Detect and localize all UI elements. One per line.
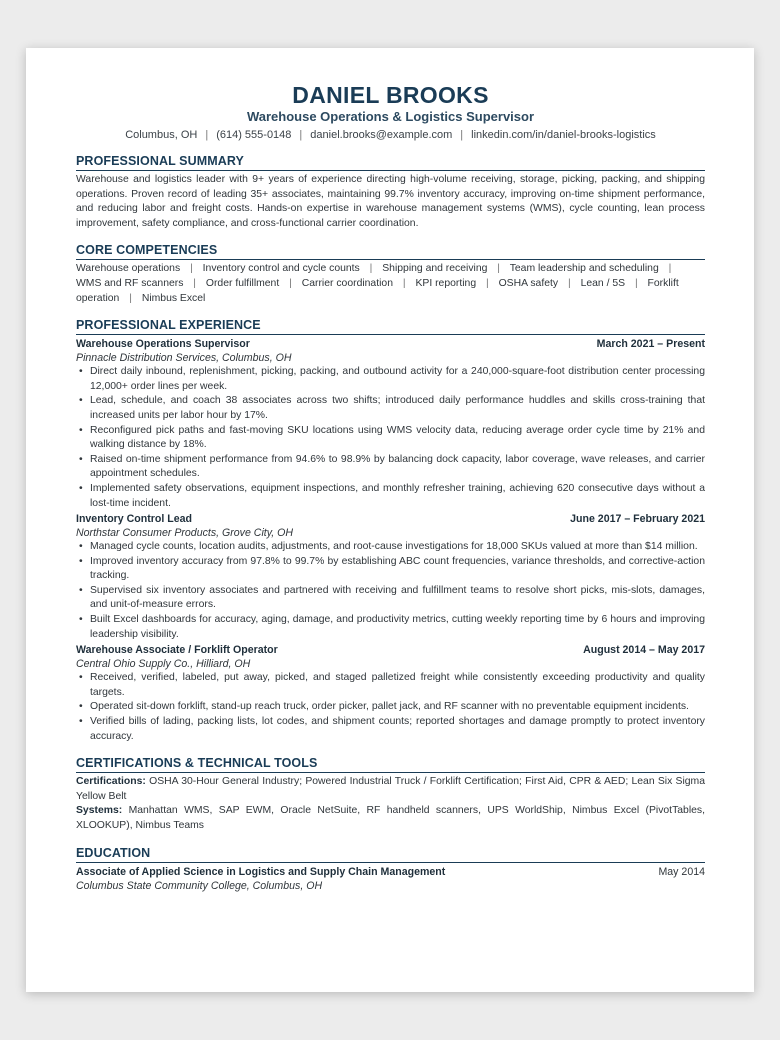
bullet-text: Verified bills of lading, packing lists, lot codes, and shipment counts; reported shortages and damage promptly to protect inventory accuracy. [90, 716, 705, 742]
separator: | [668, 263, 672, 275]
separator: | [497, 263, 500, 275]
job-dates: March 2021 – Present [596, 338, 705, 351]
separator: | [486, 277, 489, 289]
competency-item: Team leadership and scheduling [509, 263, 659, 275]
contact-linkedin[interactable]: linkedin.com/in/daniel-brooks-logistics [471, 129, 656, 141]
bullet-icon: • [79, 584, 83, 596]
contact-line [76, 128, 705, 142]
job-role: Warehouse Operations Supervisor [76, 338, 250, 351]
job-dates: June 2017 – February 2021 [570, 513, 705, 526]
competencies-heading: CORE COMPETENCIES [76, 242, 705, 260]
bullet-text: Direct daily inbound, replenishment, picking, packing, and outbound activity for a 240,000-square-foot distribution center processing 12,000+ order lines per week. [90, 366, 705, 392]
competency-item: Shipping and receiving [382, 263, 488, 275]
resume-content [76, 82, 705, 893]
bullet-text: Raised on-time shipment performance from 94.6% to 98.9% by balancing dock capacity, labor coverage, wave releases, and carrier appointment schedules. [90, 453, 705, 480]
certifications-heading: CERTIFICATIONS & TECHNICAL TOOLS [76, 755, 705, 773]
degree-name: Associate of Applied Science in Logistics and Supply Chain Management [76, 865, 446, 878]
systems-label: Systems: [76, 805, 123, 817]
job-bullet [76, 394, 705, 423]
degree-date: May 2014 [658, 865, 705, 878]
bullet-icon: • [79, 555, 83, 567]
job-bullets [76, 540, 705, 642]
separator: | [460, 129, 464, 141]
competency-item: Lean / 5S [580, 277, 626, 289]
job-bullet [76, 365, 705, 394]
bullet-text: Supervised six inventory associates and partnered with receiving and fulfillment teams to resolve short picks, mis-slots, damages, and unit-of-measure errors. [90, 584, 705, 611]
separator: | [190, 263, 193, 275]
job-bullet [76, 715, 705, 744]
job-role: Warehouse Associate / Forklift Operator [76, 644, 278, 657]
bullet-text: Managed cycle counts, location audits, adjustments, and root-cause investigations for 18,000 SKUs valued at more than $14 million. [90, 541, 698, 553]
certifications-label: Certifications: [76, 776, 146, 788]
contact-phone: (614) 555-0148 [216, 129, 292, 141]
job-dates: August 2014 – May 2017 [583, 644, 705, 657]
job-bullets [76, 671, 705, 744]
job-entry [76, 512, 705, 642]
separator: | [299, 129, 303, 141]
job-bullets [76, 365, 705, 511]
separator: | [205, 129, 209, 141]
competency-item: Order fulfillment [205, 277, 280, 289]
job-bullet [76, 584, 705, 613]
bullet-text: Improved inventory accuracy from 97.8% to 99.7% by establishing ABC count frequencies, variance thresholds, and corrective-action tracking. [90, 555, 705, 582]
bullet-icon: • [79, 395, 83, 407]
certifications-text: OSHA 30-Hour General Industry; Powered Industrial Truck / Forklift Certification; First Aid, CPR & AED; Lean Six Sigma Yellow Belt [76, 776, 705, 802]
competency-item: OSHA safety [498, 277, 559, 289]
systems-line [76, 804, 705, 833]
summary-heading: PROFESSIONAL SUMMARY [76, 153, 705, 171]
job-header [76, 512, 705, 526]
systems-text: Manhattan WMS, SAP EWM, Oracle NetSuite, RF handheld scanners, UPS WorldShip, Nimbus Excel (PivotTables, XLOOKUP), Nimbus Teams [76, 805, 705, 831]
competency-item: Forklift operation [76, 277, 679, 304]
job-company: Pinnacle Distribution Services, Columbus, OH [76, 352, 292, 365]
job-role: Inventory Control Lead [76, 513, 192, 526]
job-bullet [76, 482, 705, 511]
bullet-icon: • [79, 424, 83, 436]
separator: | [289, 277, 292, 289]
separator: | [129, 292, 132, 304]
job-bullet [76, 540, 705, 555]
competency-item: Warehouse operations [76, 263, 181, 275]
competency-item: KPI reporting [415, 277, 477, 289]
competency-item: Nimbus Excel [141, 292, 206, 304]
competency-item: WMS and RF scanners [76, 277, 184, 289]
job-bullet [76, 453, 705, 482]
bullet-text: Received, verified, labeled, put away, picked, and staged palletized freight while consistently exceeding productivity and quality targets. [90, 672, 705, 698]
job-header [76, 643, 705, 657]
job-entry [76, 643, 705, 744]
job-bullet [76, 700, 705, 715]
resume-page [26, 48, 754, 992]
job-company: Northstar Consumer Products, Grove City, OH [76, 527, 294, 540]
experience-heading: PROFESSIONAL EXPERIENCE [76, 317, 705, 335]
education-entry [76, 865, 705, 879]
summary-text: Warehouse and logistics leader with 9+ years of experience directing high-volume receiving, storage, picking, packing, and shipping operations. Proven record of leading 35+ associates, maintaining 99.7% inventory accuracy, improving on-time shipment performance, and reducing labor and freight costs. Hands-on expertise in warehouse management systems (WMS), cycle counting, lean process improvement, safety compliance, and cross-functional carrier coordination. [76, 174, 705, 229]
bullet-text: Reconfigured pick paths and fast-moving SKU locations using WMS velocity data, reducing average order cycle time by 21% and walking distance by 18%. [90, 424, 705, 451]
candidate-name: DANIEL BROOKS [292, 82, 489, 108]
contact-location: Columbus, OH [125, 129, 198, 141]
separator: | [634, 277, 638, 289]
candidate-title: Warehouse Operations & Logistics Supervisor [246, 109, 535, 124]
bullet-icon: • [79, 701, 83, 713]
job-header [76, 337, 705, 351]
separator: | [193, 277, 196, 289]
competency-item: Carrier coordination [301, 277, 393, 289]
contact-email[interactable]: daniel.brooks@example.com [310, 129, 453, 141]
bullet-icon: • [79, 614, 83, 626]
bullet-icon: • [79, 716, 83, 728]
separator: | [567, 277, 571, 289]
job-bullet [76, 555, 705, 584]
separator: | [402, 277, 406, 289]
job-entry [76, 337, 705, 511]
job-bullet [76, 613, 705, 642]
bullet-icon: • [79, 366, 83, 378]
job-company: Central Ohio Supply Co., Hilliard, OH [76, 658, 251, 671]
separator: | [369, 263, 373, 275]
bullet-icon: • [79, 672, 83, 684]
competency-item: Inventory control and cycle counts [202, 263, 360, 275]
bullet-text: Lead, schedule, and coach 38 associates across two shifts; introduced daily performance huddles and skills cross-training that increased units per labor hour by 17%. [90, 395, 705, 421]
job-bullet [76, 424, 705, 453]
bullet-text: Operated sit-down forklift, stand-up reach truck, order picker, pallet jack, and RF scanner with no preventable equipment incidents. [90, 701, 689, 713]
bullet-icon: • [79, 541, 83, 553]
bullet-icon: • [79, 453, 83, 465]
job-bullet [76, 671, 705, 700]
bullet-icon: • [79, 482, 83, 494]
experience-list [76, 337, 705, 744]
bullet-text: Built Excel dashboards for accuracy, aging, damage, and productivity metrics, cutting weekly reporting time by 6 hours and improving leadership visibility. [90, 614, 705, 640]
certifications-line [76, 775, 705, 804]
competencies-list [76, 262, 705, 306]
bullet-text: Implemented safety observations, equipment inspections, and monthly refresher training, achieving 620 consecutive days without a lost-time incident. [90, 482, 705, 509]
education-heading: EDUCATION [76, 845, 705, 863]
school-name: Columbus State Community College, Columbus, OH [76, 879, 323, 892]
